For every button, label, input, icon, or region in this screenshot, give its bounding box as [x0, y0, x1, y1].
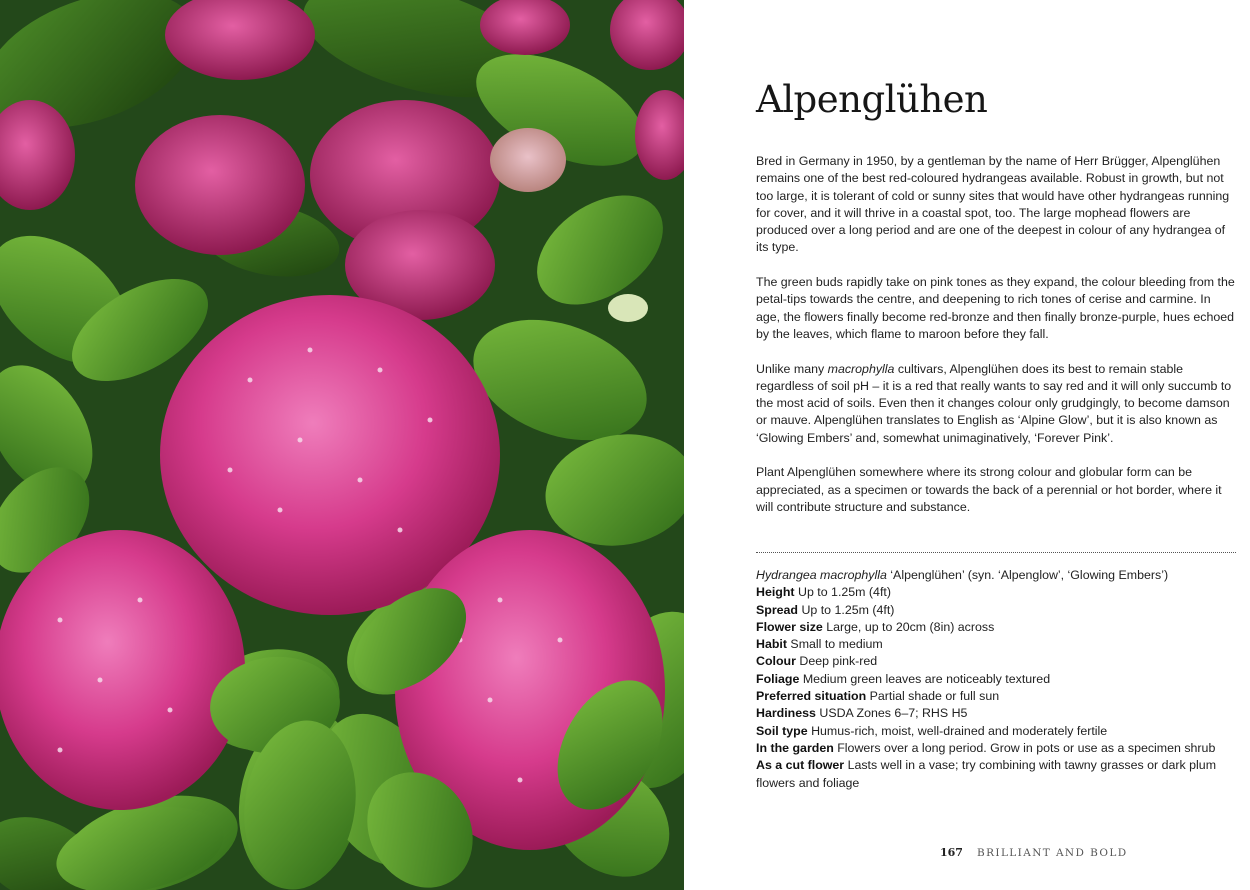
plant-specs — [756, 567, 1238, 792]
spec-label: As a cut flower — [756, 758, 845, 773]
spec-value: Lasts well in a vase; try combining with tawny grasses or dark plum flowers and foliage — [756, 758, 1217, 790]
spec-label: Height — [756, 585, 795, 600]
spec-value: Medium green leaves are noticeably textured — [799, 671, 1051, 686]
spec-value: Small to medium — [786, 637, 883, 652]
spec-label: In the garden — [756, 740, 834, 755]
spec-label: Preferred situation — [756, 689, 867, 704]
paragraph-origin: Bred in Germany in 1950, by a gentleman by the name of Herr Brügger, Alpenglühen remains one of the best red-coloured hydrangeas available. Robust in growth, but not too large, it is tolerant of cold or sunny sites that would have other hydrangeas running for cover, and it will thrive in a coastal spot, too. The large mophead flowers are produced over a long period and are one of the deepest in colour of any hydrangea of its type. — [756, 154, 1230, 255]
running-head: BRILLIANT AND BOLD — [976, 847, 1128, 859]
spec-value: USDA Zones 6–7; RHS H5 — [815, 706, 968, 721]
spec-label: Flower size — [756, 619, 823, 634]
spec-label: Colour — [756, 654, 796, 669]
spec-value: Up to 1.25m (4ft) — [798, 602, 895, 617]
spec-row — [756, 602, 1238, 619]
page-number: 167 — [940, 846, 963, 859]
paragraph-planting: Plant Alpenglühen somewhere where its strong colour and globular form can be appreciated, as a specimen or towards the back of a perennial or hot border, where it will contribute structure and substance. — [756, 465, 1222, 514]
spec-value: Up to 1.25m (4ft) — [794, 585, 891, 600]
spec-row — [756, 671, 1238, 688]
spec-label: Habit — [756, 637, 787, 652]
spec-label: Soil type — [756, 723, 808, 738]
spec-row — [756, 723, 1238, 740]
spec-row — [756, 636, 1238, 653]
spec-row — [756, 705, 1238, 722]
spec-label: Hardiness — [756, 706, 816, 721]
paragraph-ph — [756, 361, 1238, 447]
paragraph-ph-italic: macrophylla — [827, 361, 895, 376]
spec-value: Flowers over a long period. Grow in pots or use as a specimen shrub — [833, 740, 1216, 755]
botanical-name — [756, 567, 1238, 584]
spec-label: Spread — [756, 602, 799, 617]
spec-value: Deep pink-red — [795, 654, 878, 669]
article-body — [756, 153, 1238, 534]
spec-value: Humus-rich, moist, well-drained and moderately fertile — [807, 723, 1108, 738]
text-page — [684, 0, 1250, 890]
spec-row — [756, 688, 1238, 705]
botanical-name-italic: Hydrangea macrophylla — [756, 568, 887, 582]
page-footer — [940, 846, 1128, 859]
spec-label: Foliage — [756, 671, 800, 686]
plant-title: Alpenglühen — [756, 78, 988, 121]
spec-value: Large, up to 20cm (8in) across — [822, 619, 995, 634]
botanical-name-rest: ‘Alpenglühen’ (syn. ‘Alpenglow’, ‘Glowing Embers’) — [886, 568, 1169, 582]
spec-row — [756, 757, 1238, 792]
spec-row — [756, 619, 1238, 636]
spec-row — [756, 740, 1238, 757]
spec-row — [756, 584, 1238, 601]
dotted-divider — [756, 552, 1236, 553]
paragraph-colour: The green buds rapidly take on pink tones as they expand, the colour bleeding from the petal-tips towards the centre, and deepening to rich tones of cerise and carmine. In age, the flowers finally become red-bronze and then finally bronze-purple, hues echoed by the leaves, which flame to maroon before they fall. — [756, 275, 1235, 341]
spec-value: Partial shade or full sun — [866, 689, 1000, 704]
paragraph-ph-after: cultivars, Alpenglühen does its best to remain stable regardless of soil pH – it is a red that really wants to say red and it will only succumb to the most acid of soils. Even then it changes colour only grudgingly, to become damson or mauve. Alpenglühen translates to English as ‘Alpine Glow’, but it is also known as ‘Glowing Embers’ and, somewhat unimaginatively, ‘Forever Pink’. — [756, 361, 1232, 445]
spec-row — [756, 653, 1238, 670]
paragraph-ph-before: Unlike many — [756, 361, 828, 376]
